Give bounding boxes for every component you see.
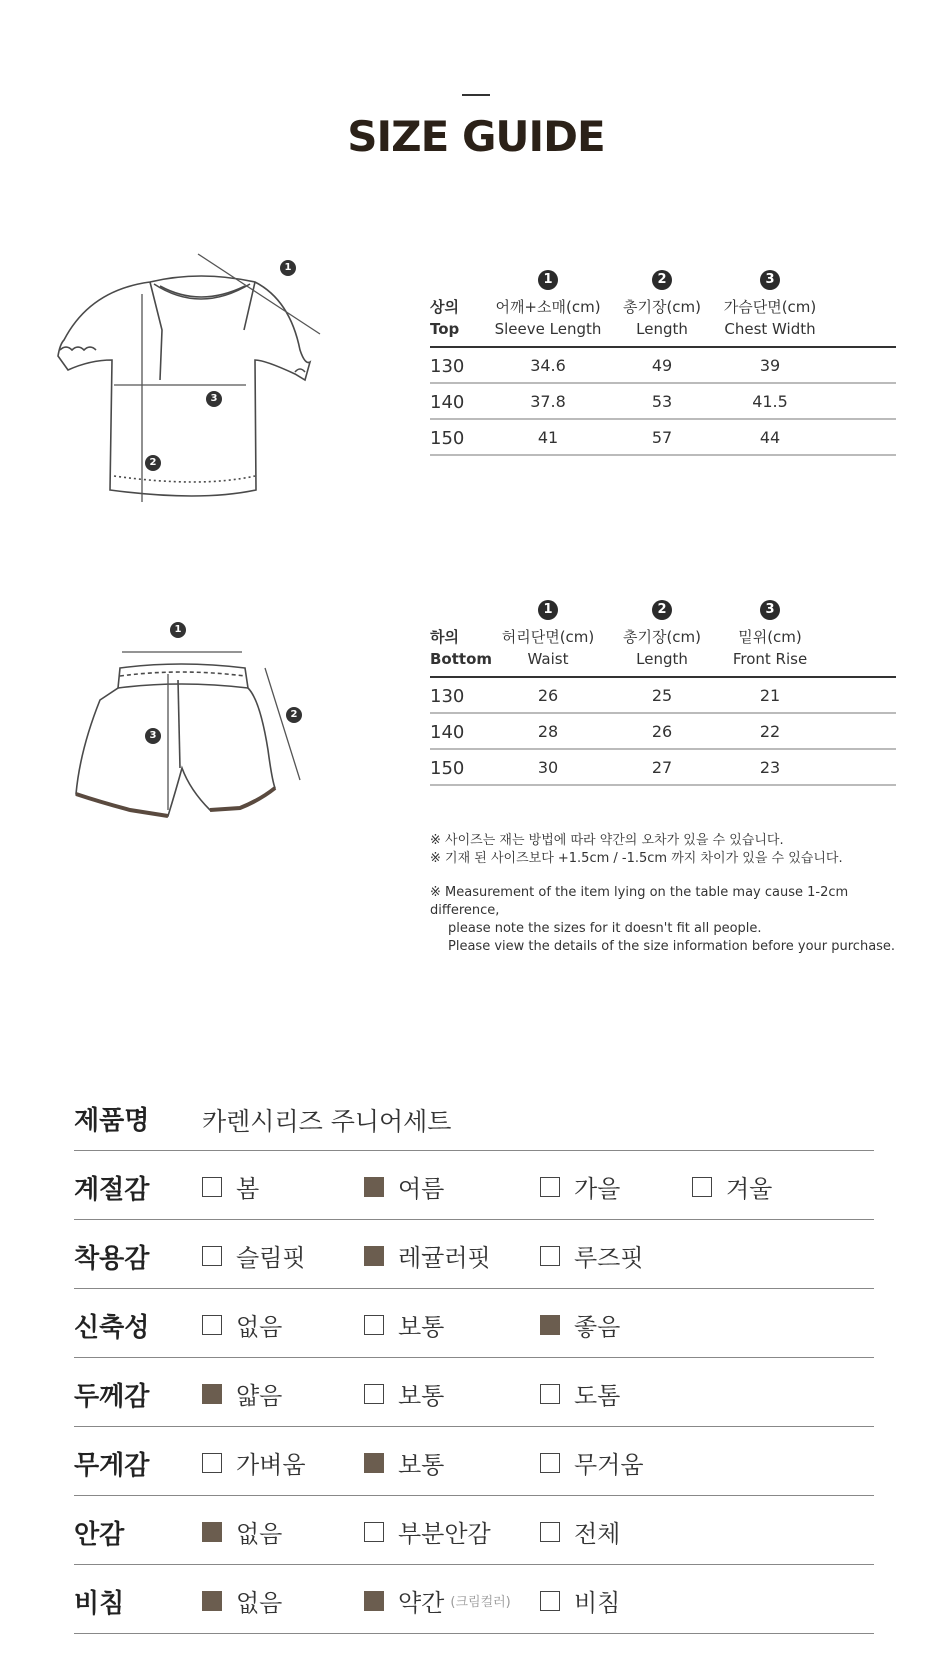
header-ko: 하의	[430, 628, 459, 646]
table-row	[430, 714, 896, 750]
value-cell: 39	[759, 356, 781, 375]
option-label: 가을	[574, 1175, 621, 1203]
option-note: (크림컬러)	[450, 1595, 511, 1610]
value-cell: 30	[537, 758, 559, 777]
attribute-label: 무게감	[74, 1451, 150, 1481]
value-cell: 23	[759, 758, 781, 777]
column-header-ko: 어깨+소매(cm)	[495, 298, 601, 316]
attribute-option[interactable]	[540, 1307, 620, 1342]
size-notes	[430, 832, 910, 956]
attribute-option[interactable]	[540, 1514, 620, 1549]
value-cell: 27	[651, 758, 673, 777]
unchecked-box-icon[interactable]	[540, 1453, 560, 1473]
attribute-option[interactable]	[540, 1169, 620, 1204]
attribute-row	[74, 1151, 874, 1220]
option-label: 보통	[398, 1313, 445, 1341]
column-marker-2-icon: 2	[652, 270, 672, 290]
column-header-ko: 가슴단면(cm)	[723, 298, 817, 316]
value-cell: 21	[759, 686, 781, 705]
marker-1-icon: 1	[280, 260, 296, 276]
table-row	[430, 678, 896, 714]
attribute-option[interactable]	[202, 1514, 282, 1549]
column-marker-3-icon: 3	[760, 270, 780, 290]
option-label: 얇음	[236, 1382, 283, 1410]
unchecked-box-icon[interactable]	[202, 1315, 222, 1335]
option-label: 레귤러핏	[398, 1244, 491, 1272]
value-cell: 26	[651, 722, 673, 741]
value-cell: 26	[537, 686, 559, 705]
size-cell: 130	[430, 686, 465, 707]
top-size-table	[430, 270, 896, 456]
column-header-en: Waist	[527, 650, 569, 668]
value-cell: 28	[537, 722, 559, 741]
value-cell: 22	[759, 722, 781, 741]
option-label: 보통	[398, 1382, 445, 1410]
note-ko-1: ※ 사이즈는 재는 방법에 따라 약간의 오차가 있을 수 있습니다.	[430, 833, 784, 848]
column-marker-3-icon: 3	[760, 600, 780, 620]
table-row	[430, 750, 896, 786]
unchecked-box-icon[interactable]	[540, 1384, 560, 1404]
unchecked-box-icon[interactable]	[202, 1453, 222, 1473]
option-label: 가벼움	[236, 1451, 306, 1479]
unchecked-box-icon[interactable]	[692, 1177, 712, 1197]
attribute-label: 착용감	[74, 1244, 150, 1274]
attribute-option[interactable]	[202, 1169, 259, 1204]
attribute-row	[74, 1358, 874, 1427]
unchecked-box-icon[interactable]	[202, 1246, 222, 1266]
value-cell: 25	[651, 686, 673, 705]
checked-box-icon[interactable]	[540, 1315, 560, 1335]
column-header-en: Front Rise	[732, 650, 808, 668]
attribute-option[interactable]	[202, 1238, 306, 1273]
marker-2-icon: 2	[286, 707, 302, 723]
column-marker-1-icon: 1	[538, 270, 558, 290]
column-header-en: Length	[636, 650, 688, 668]
attribute-option[interactable]	[364, 1169, 444, 1204]
title-divider	[462, 94, 490, 96]
option-label: 무거움	[574, 1451, 644, 1479]
unchecked-box-icon[interactable]	[540, 1591, 560, 1611]
value-cell: 44	[759, 428, 781, 447]
checked-box-icon[interactable]	[364, 1591, 384, 1611]
bottom-garment-illustration	[60, 640, 330, 840]
attribute-row	[74, 1427, 874, 1496]
attribute-option[interactable]	[364, 1445, 444, 1480]
option-label: 약간	[398, 1589, 445, 1617]
table-header-category	[430, 296, 490, 340]
table-row	[430, 384, 896, 420]
attribute-option[interactable]	[364, 1514, 491, 1549]
checked-box-icon[interactable]	[364, 1453, 384, 1473]
unchecked-box-icon[interactable]	[540, 1246, 560, 1266]
checked-box-icon[interactable]	[202, 1591, 222, 1611]
attribute-option[interactable]	[364, 1238, 491, 1273]
unchecked-box-icon[interactable]	[202, 1177, 222, 1197]
column-header	[602, 296, 722, 340]
unchecked-box-icon[interactable]	[540, 1177, 560, 1197]
attribute-option[interactable]	[540, 1583, 620, 1618]
size-cell: 150	[430, 428, 465, 449]
attribute-option[interactable]	[202, 1583, 282, 1618]
header-en: Top	[430, 320, 460, 338]
unchecked-box-icon[interactable]	[364, 1522, 384, 1542]
column-header-ko: 밑위(cm)	[738, 628, 802, 646]
column-marker-1-icon: 1	[538, 600, 558, 620]
option-label: 도톰	[574, 1382, 621, 1410]
header-en: Bottom	[430, 650, 493, 668]
column-header-en: Length	[636, 320, 688, 338]
column-header-ko: 총기장(cm)	[622, 628, 702, 646]
column-header-en: Sleeve Length	[494, 320, 602, 338]
option-label: 없음	[236, 1589, 283, 1617]
option-label: 여름	[398, 1175, 445, 1203]
attribute-option[interactable]	[540, 1445, 644, 1480]
note-en-3: Please view the details of the size information before your purchase.	[448, 939, 896, 954]
marker-1-icon: 1	[170, 622, 186, 638]
value-cell: 41.5	[752, 392, 788, 411]
marker-2-icon: 2	[145, 455, 161, 471]
size-cell: 140	[430, 392, 465, 413]
value-cell: 49	[651, 356, 673, 375]
attribute-option[interactable]	[540, 1238, 644, 1273]
option-label: 좋음	[574, 1313, 621, 1341]
attribute-option[interactable]	[364, 1376, 444, 1411]
column-header	[602, 626, 722, 670]
product-name-label: 제품명	[74, 1106, 150, 1136]
option-label: 루즈핏	[574, 1244, 644, 1272]
header-ko: 상의	[430, 298, 459, 316]
attribute-label: 신축성	[74, 1313, 150, 1343]
attribute-label: 두께감	[74, 1382, 150, 1412]
product-name-row	[74, 1082, 874, 1151]
marker-3-icon: 3	[206, 391, 222, 407]
column-header-en: Chest Width	[724, 320, 816, 338]
value-cell: 34.6	[530, 356, 566, 375]
column-header	[488, 296, 608, 340]
option-label: 슬림핏	[236, 1244, 306, 1272]
note-en-1: ※ Measurement of the item lying on the table may cause 1-2cm difference,	[430, 885, 849, 918]
option-label: 보통	[398, 1451, 445, 1479]
column-header	[710, 626, 830, 670]
attribute-row	[74, 1496, 874, 1565]
value-cell: 41	[537, 428, 559, 447]
attribute-label: 비침	[74, 1589, 125, 1619]
product-attributes	[74, 1082, 874, 1634]
column-header	[488, 626, 608, 670]
attribute-option[interactable]	[202, 1307, 282, 1342]
checked-box-icon[interactable]	[202, 1384, 222, 1404]
top-garment-illustration	[50, 240, 350, 530]
option-label: 겨울	[726, 1175, 773, 1203]
option-label: 없음	[236, 1520, 283, 1548]
table-row	[430, 348, 896, 384]
value-cell: 57	[651, 428, 673, 447]
attribute-row	[74, 1565, 874, 1634]
value-cell: 53	[651, 392, 673, 411]
unchecked-box-icon[interactable]	[540, 1522, 560, 1542]
column-header	[710, 296, 830, 340]
option-label: 비침	[574, 1589, 621, 1617]
size-cell: 150	[430, 758, 465, 779]
option-label: 부분안감	[398, 1520, 491, 1548]
checked-box-icon[interactable]	[364, 1246, 384, 1266]
attribute-option[interactable]	[364, 1307, 444, 1342]
attribute-row	[74, 1220, 874, 1289]
unchecked-box-icon[interactable]	[364, 1384, 384, 1404]
checked-box-icon[interactable]	[202, 1522, 222, 1542]
note-en-2: please note the sizes for it doesn't fit all people.	[448, 921, 762, 936]
option-label: 전체	[574, 1520, 621, 1548]
unchecked-box-icon[interactable]	[364, 1315, 384, 1335]
column-header-ko: 총기장(cm)	[622, 298, 702, 316]
attribute-option[interactable]	[202, 1376, 282, 1411]
attribute-option[interactable]	[202, 1445, 306, 1480]
table-row	[430, 420, 896, 456]
size-cell: 130	[430, 356, 465, 377]
option-label: 봄	[236, 1175, 260, 1203]
checked-box-icon[interactable]	[364, 1177, 384, 1197]
option-label: 없음	[236, 1313, 283, 1341]
attribute-label: 계절감	[74, 1175, 150, 1205]
column-header-ko: 허리단면(cm)	[501, 628, 595, 646]
product-name-value: 카렌시리즈 주니어세트	[202, 1107, 452, 1136]
attribute-option[interactable]	[364, 1583, 511, 1618]
bottom-size-table	[430, 600, 896, 786]
attribute-label: 안감	[74, 1520, 125, 1550]
note-ko-2: ※ 기재 된 사이즈보다 +1.5cm / -1.5cm 까지 차이가 있을 수 있습니다.	[430, 851, 843, 866]
column-marker-2-icon: 2	[652, 600, 672, 620]
size-cell: 140	[430, 722, 465, 743]
attribute-option[interactable]	[692, 1169, 772, 1204]
attribute-option[interactable]	[540, 1376, 620, 1411]
page-title: SIZE GUIDE	[347, 112, 605, 161]
value-cell: 37.8	[530, 392, 566, 411]
attribute-row	[74, 1289, 874, 1358]
marker-3-icon: 3	[145, 728, 161, 744]
